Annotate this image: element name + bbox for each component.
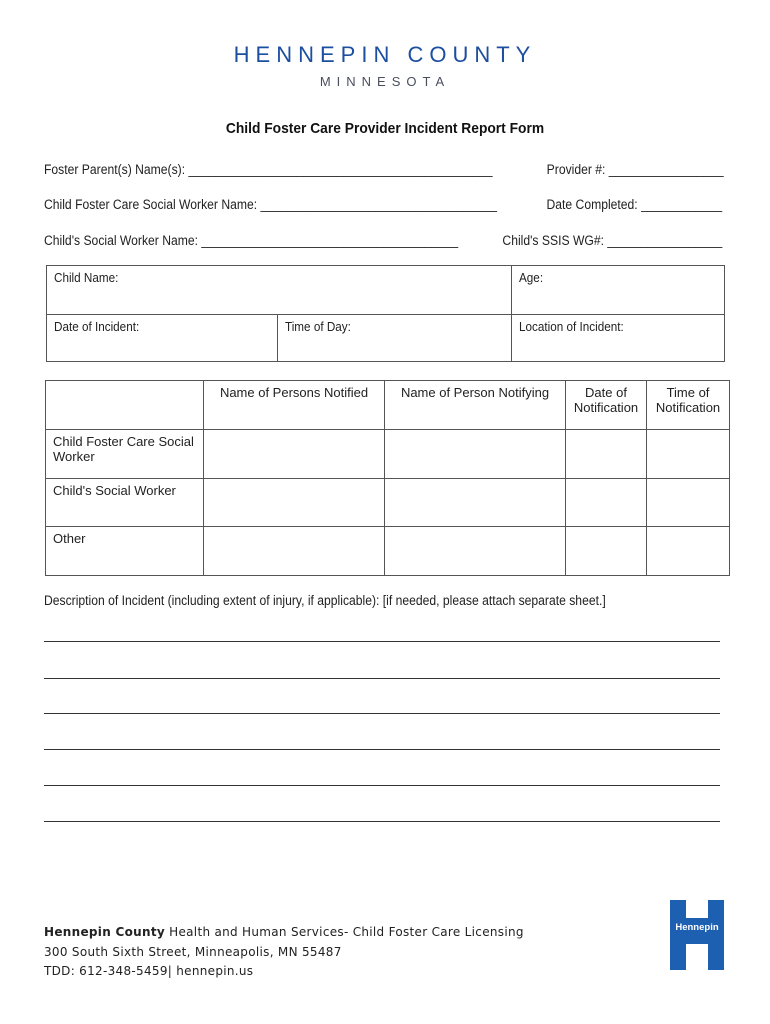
location-label: Location of Incident:	[519, 319, 624, 334]
provider-number-field[interactable]: Provider #: _________________	[546, 162, 724, 177]
childs-social-worker-field[interactable]: Child's Social Worker Name: ______________________________________	[44, 233, 459, 248]
description-line[interactable]	[44, 678, 720, 679]
description-label: Description of Incident (including extent of injury, if applicable): [if needed, please attach separate sheet.]	[44, 593, 606, 608]
child-name-label: Child Name:	[54, 270, 119, 285]
table-cell[interactable]	[204, 479, 385, 527]
footer-contact: TDD: 612-348-5459| hennepin.us	[44, 964, 254, 978]
time-of-day-cell[interactable]	[278, 315, 512, 362]
row-label: Child Foster Care Social Worker	[46, 430, 204, 479]
table-cell[interactable]	[204, 430, 385, 479]
row-label: Other	[46, 527, 204, 576]
org-state: MINNESOTA	[319, 74, 451, 89]
hennepin-logo	[670, 900, 724, 970]
logo-text: Hennepin	[675, 922, 719, 933]
table-cell[interactable]	[647, 479, 730, 527]
date-of-incident-label: Date of Incident:	[54, 319, 140, 334]
child-name-cell[interactable]	[47, 266, 512, 315]
table-cell[interactable]	[385, 479, 566, 527]
ssis-wg-field[interactable]: Child's SSIS WG#: _________________	[502, 233, 722, 248]
table-cell[interactable]	[647, 430, 730, 479]
table-cell[interactable]	[566, 430, 647, 479]
age-cell[interactable]	[512, 266, 725, 315]
table-cell[interactable]	[385, 430, 566, 479]
description-line[interactable]	[44, 713, 720, 714]
header-date-notification-label: Date of Notification	[573, 385, 639, 415]
time-of-day-label: Time of Day:	[285, 319, 352, 334]
incident-table	[46, 265, 725, 362]
location-cell[interactable]	[512, 315, 725, 362]
row-label: Child's Social Worker	[46, 479, 204, 527]
header-time-notification	[647, 381, 730, 430]
date-of-incident-cell[interactable]	[47, 315, 278, 362]
table-row	[46, 479, 730, 527]
form-title: Child Foster Care Provider Incident Report Form	[225, 120, 545, 137]
header-time-notification-label: Time of Notification	[655, 385, 721, 415]
header-person-notifying-label: Name of Person Notifying	[400, 385, 550, 400]
date-completed-field[interactable]: Date Completed: ____________	[546, 197, 722, 212]
footer-org-bold: Hennepin County	[44, 925, 166, 939]
org-name: HENNEPIN COUNTY	[233, 42, 537, 67]
description-line[interactable]	[44, 641, 720, 642]
table-row	[46, 430, 730, 479]
table-cell[interactable]	[647, 527, 730, 576]
header-persons-notified	[204, 381, 385, 430]
header-person-notifying	[385, 381, 566, 430]
age-label: Age:	[519, 270, 544, 285]
social-worker-name-field[interactable]: Child Foster Care Social Worker Name: ___________________________________	[44, 197, 498, 212]
header-date-notification	[566, 381, 647, 430]
table-cell[interactable]	[204, 527, 385, 576]
table-row	[46, 527, 730, 576]
footer-org-rest: Health and Human Services- Child Foster Care Licensing	[165, 925, 524, 939]
foster-parents-field[interactable]: Foster Parent(s) Name(s): _____________________________________________	[44, 162, 493, 177]
table-cell[interactable]	[385, 527, 566, 576]
table-cell[interactable]	[566, 527, 647, 576]
notification-table	[45, 380, 730, 576]
footer-address: 300 South Sixth Street, Minneapolis, MN 55487	[44, 945, 342, 959]
table-cell[interactable]	[566, 479, 647, 527]
footer-org-line	[44, 925, 524, 939]
description-line[interactable]	[44, 785, 720, 786]
header-blank	[46, 381, 204, 430]
description-line[interactable]	[44, 821, 720, 822]
header-persons-notified-label: Name of Persons Notified	[219, 385, 369, 400]
description-line[interactable]	[44, 749, 720, 750]
